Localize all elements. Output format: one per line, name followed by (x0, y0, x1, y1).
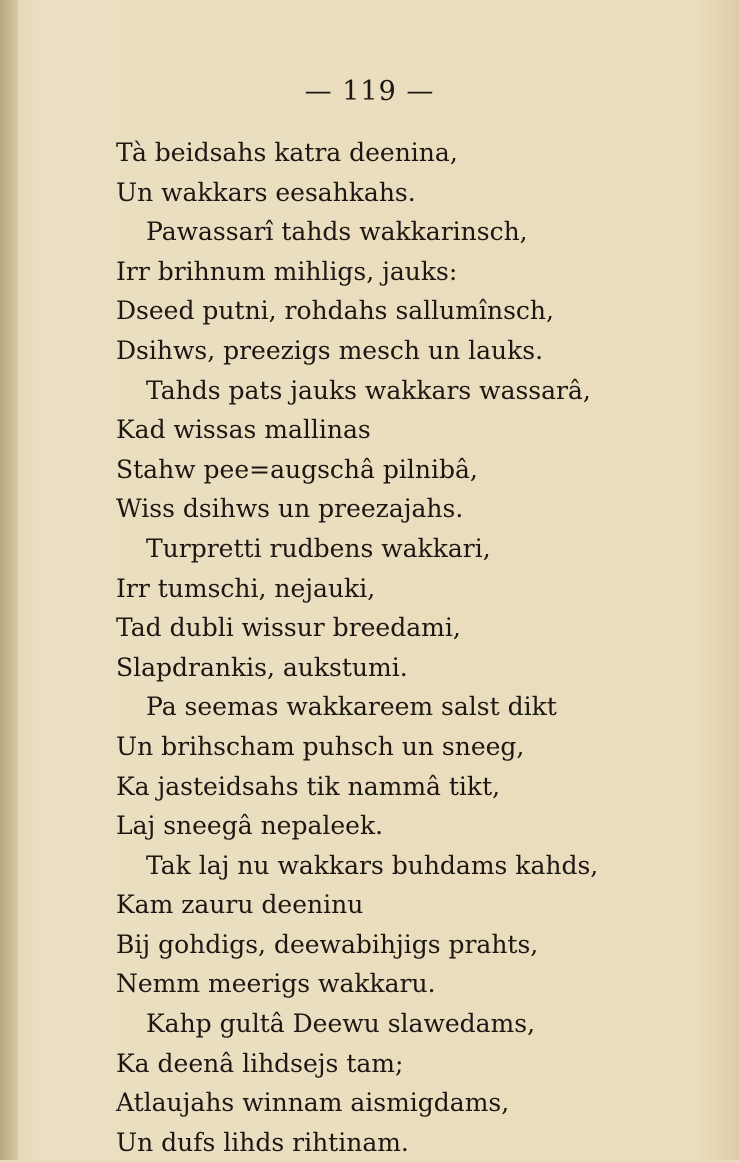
poem-line: Ka deenâ lihdsejs tam; (116, 1048, 404, 1078)
poem-line: Stahw pee=augschâ pilnibâ, (116, 454, 478, 484)
poem-line: Nemm meerigs wakkaru. (116, 969, 436, 999)
poem-line: Kahp gultâ Deewu slawedams, (146, 1009, 536, 1039)
poem-line: Atlaujahs winnam aismigdams, (116, 1088, 510, 1118)
poem-line: Ka jasteidsahs tik nammâ tikt, (116, 771, 501, 801)
poem-line: Laj sneegâ nepaleek. (116, 811, 384, 841)
poem-line: Dseed putni, rohdahs sallumînsch, (116, 296, 554, 326)
poem-line: Bij gohdigs, deewabihjigs prahts, (116, 929, 539, 959)
poem-line: Irr brihnum mihligs, jauks: (116, 256, 458, 286)
book-spine-shadow (0, 0, 18, 1160)
poem-line: Tà beidsahs katra deenina, (116, 138, 458, 167)
poem-line: Wiss dsihws un preezajahs. (116, 494, 464, 524)
page-number: — 119 — (304, 76, 435, 107)
poem-line: Irr tumschi, nejauki, (116, 573, 376, 603)
poem-line: Tak laj nu wakkars buhdams kahds, (146, 850, 599, 880)
poem-line: Pawassarî tahds wakkarinsch, (146, 217, 528, 247)
poem-line: Dsihws, preezigs mesch un lauks. (116, 335, 544, 365)
poem-line: Un brihscham puhsch un sneeg, (116, 731, 525, 761)
poem-line: Slapdrankis, aukstumi. (116, 652, 408, 682)
poem-line: Kad wissas mallinas (116, 415, 371, 445)
poem-line: Tad dubli wissur breedami, (116, 613, 461, 643)
poem-line: Tahds pats jauks wakkars wassarâ, (146, 375, 591, 405)
poem-line: Un dufs lihds rihtinam. (116, 1127, 409, 1157)
poem-line: Turpretti rudbens wakkari, (146, 533, 491, 563)
poem (116, 133, 716, 1162)
poem-line: Kam zauru deeninu (116, 890, 364, 920)
poem-line: Pa seemas wakkareem salst dikt (146, 692, 557, 722)
poem-line: Un wakkars eesahkahs. (116, 177, 416, 207)
